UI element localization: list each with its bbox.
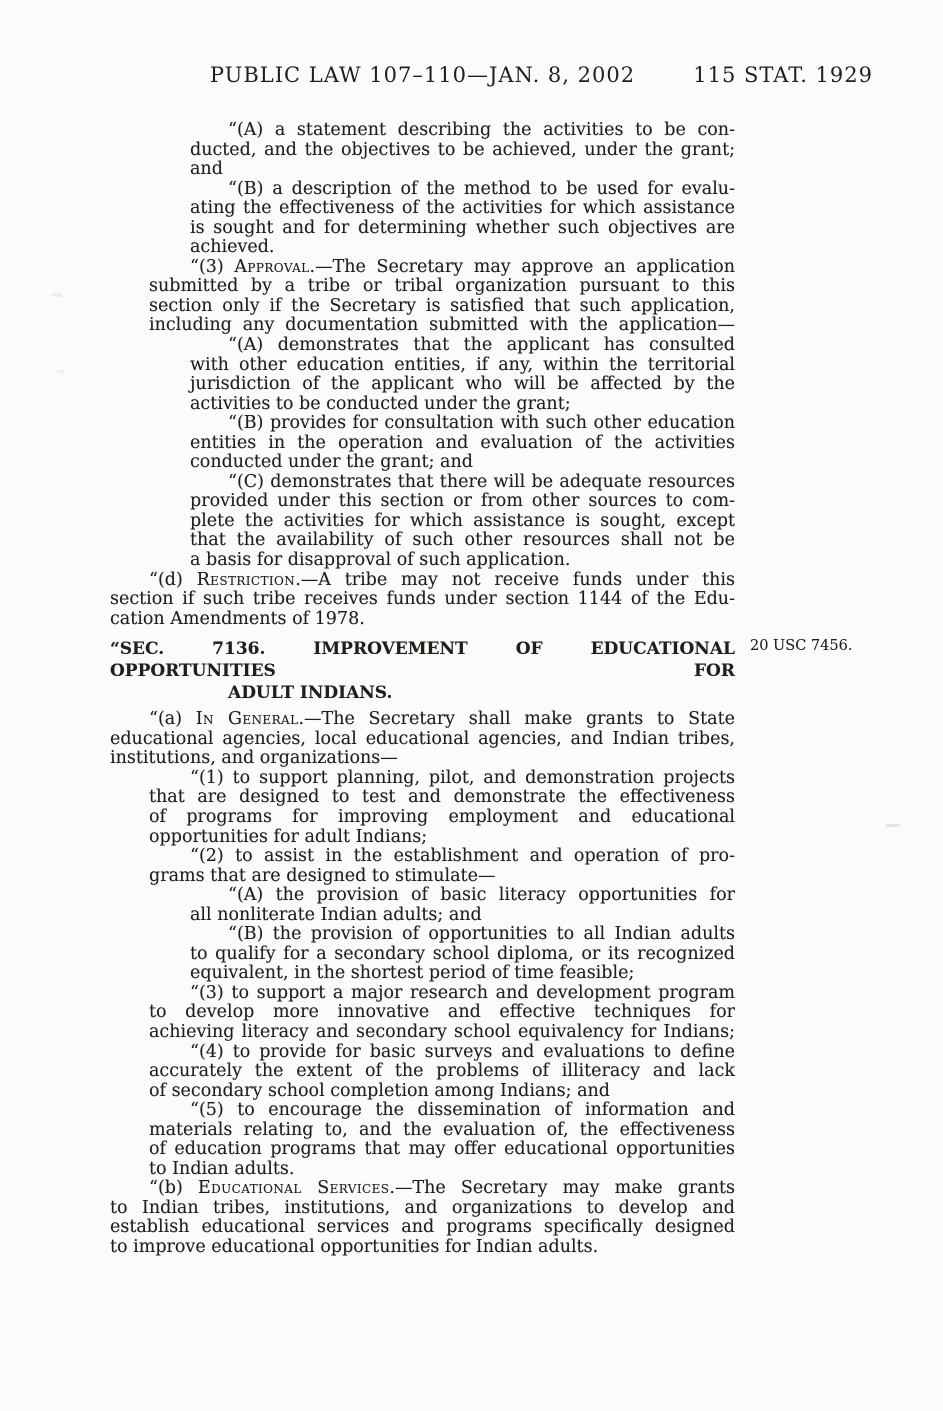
small-caps-term: Approval	[234, 256, 310, 277]
statute-line	[110, 730, 735, 750]
page-header-law-title: PUBLIC LAW 107–110—JAN. 8, 2002	[209, 63, 636, 87]
text-run: of education programs that may offer educational opportunities	[149, 1139, 735, 1160]
text-run: a basis for disapproval of such application.	[190, 550, 571, 571]
statute-line	[110, 590, 735, 610]
text-run: ducted, and the objectives to be achieved, under the grant;	[190, 139, 735, 160]
text-run: section if such tribe receives funds under section 1144 of the Edu-	[110, 589, 735, 610]
statute-line	[110, 141, 735, 161]
statute-line	[110, 847, 735, 867]
statute-line	[110, 1082, 735, 1102]
text-run: that are designed to test and demonstrate the effectiveness	[149, 787, 735, 808]
statute-line	[110, 551, 735, 571]
text-run: “(a)	[149, 709, 196, 730]
text-run: “(2) to assist in the establishment and operation of pro-	[190, 846, 735, 867]
statute-line	[110, 531, 735, 551]
statute-line	[110, 886, 735, 906]
statute-line	[110, 788, 735, 808]
statute-line	[110, 375, 735, 395]
text-run: including any documentation submitted with the application—	[149, 315, 735, 336]
section-heading	[110, 638, 735, 704]
text-run: of programs for improving employment and educational	[149, 806, 735, 827]
scan-smudge	[886, 824, 900, 827]
statute-line	[110, 867, 735, 887]
statute-line	[110, 571, 735, 591]
text-run: “(4) to provide for basic surveys and evaluations to define	[190, 1041, 735, 1062]
statute-line	[110, 512, 735, 532]
statute-line	[110, 473, 735, 493]
text-run: conducted under the grant; and	[190, 452, 473, 473]
text-run: “(b)	[149, 1178, 198, 1199]
text-run: cation Amendments of 1978.	[110, 608, 365, 629]
text-run: “(3) to support a major research and development program	[190, 982, 735, 1003]
text-run: .—The Secretary shall make grants to State	[298, 709, 735, 730]
statute-line	[110, 277, 735, 297]
statute-line	[110, 258, 735, 278]
text-run: .—The Secretary may make grants	[389, 1178, 735, 1199]
text-run: “(A) a statement describing the activities to be con-	[228, 120, 735, 140]
scan-smudge	[52, 293, 62, 297]
text-run: activities to be conducted under the grant;	[190, 393, 571, 414]
text-run: .—A tribe may not receive funds under this	[295, 569, 735, 590]
statute-line	[110, 1101, 735, 1121]
usc-margin-note: 20 USC 7456.	[750, 638, 853, 654]
statute-line	[110, 395, 735, 415]
text-run: “(A) the provision of basic literacy opportunities for	[228, 885, 735, 906]
statute-line	[110, 434, 735, 454]
statute-line	[110, 336, 735, 356]
statute-line	[110, 828, 735, 848]
text-run: achieving literacy and secondary school equivalency for Indians;	[149, 1021, 735, 1042]
statute-line	[110, 238, 735, 258]
text-run: materials relating to, and the evaluation of, the effectiveness	[149, 1119, 735, 1140]
statute-line	[110, 1043, 735, 1063]
text-run: “(3)	[190, 256, 235, 277]
text-run: entities in the operation and evaluation of the activities	[190, 432, 735, 453]
statute-text-column	[110, 121, 735, 1258]
text-run: to develop more innovative and effective techniques for	[149, 1002, 735, 1023]
statute-line	[110, 1140, 735, 1160]
text-run: to Indian adults.	[149, 1158, 295, 1179]
statute-line	[110, 964, 735, 984]
statute-line	[110, 297, 735, 317]
statute-line	[110, 316, 735, 336]
text-run: submitted by a tribe or tribal organization pursuant to this	[149, 276, 735, 297]
text-run: accurately the extent of the problems of illiteracy and lack	[149, 1061, 735, 1082]
statute-line	[110, 1218, 735, 1238]
text-run: establish educational services and programs specifically designed	[110, 1217, 735, 1238]
text-run: section only if the Secretary is satisfied that such application,	[149, 295, 735, 316]
text-run: “(5) to encourage the dissemination of information and	[190, 1100, 735, 1121]
statute-line	[110, 453, 735, 473]
text-run: to improve educational opportunities for Indian adults.	[110, 1236, 599, 1257]
text-run: of secondary school completion among Indians; and	[149, 1080, 610, 1101]
text-run: plete the activities for which assistance is sought, except	[190, 510, 735, 531]
text-run: with other education entities, if any, within the territorial	[190, 354, 735, 375]
text-run: “(B) provides for consultation with such other education	[228, 413, 735, 434]
text-run: educational agencies, local educational agencies, and Indian tribes,	[110, 728, 735, 749]
statute-line	[110, 219, 735, 239]
text-run: to qualify for a secondary school diploma, or its recognized	[190, 943, 735, 964]
text-run: .—The Secretary may approve an application	[309, 256, 735, 277]
statute-line	[110, 356, 735, 376]
section-heading-line2: ADULT INDIANS.	[228, 683, 393, 704]
statute-line	[110, 808, 735, 828]
statute-body-lower	[110, 710, 735, 1257]
text-run: grams that are designed to stimulate—	[149, 865, 496, 886]
small-caps-term: Educational Services	[197, 1178, 390, 1199]
statute-line	[110, 610, 735, 630]
text-run: “(d)	[149, 569, 197, 590]
text-run: “(C) demonstrates that there will be adequate resources	[228, 471, 735, 492]
text-run: “(A) demonstrates that the applicant has consulted	[228, 335, 735, 356]
small-caps-term: In General	[195, 709, 299, 730]
text-run: to Indian tribes, institutions, and organizations to develop and	[110, 1197, 735, 1218]
statute-line	[110, 121, 735, 141]
text-run: opportunities for adult Indians;	[149, 826, 428, 847]
text-run: equivalent, in the shortest period of time feasible;	[190, 963, 635, 984]
text-run: institutions, and organizations—	[110, 748, 398, 769]
statute-line	[110, 1023, 735, 1043]
statute-line	[110, 749, 735, 769]
text-run: ating the effectiveness of the activities for which assistance	[190, 198, 735, 219]
statute-line	[110, 1179, 735, 1199]
statute-line	[110, 160, 735, 180]
statute-line	[110, 414, 735, 434]
text-run: achieved.	[190, 237, 275, 258]
scan-smudge	[57, 370, 65, 373]
statute-line	[110, 906, 735, 926]
section-heading-line1: “SEC. 7136. IMPROVEMENT OF EDUCATIONAL OPPORTUNITIES FOR	[110, 639, 735, 682]
statute-line	[110, 199, 735, 219]
text-run: and	[190, 159, 223, 180]
small-caps-term: Restriction	[196, 569, 296, 590]
statute-line	[110, 945, 735, 965]
statute-line	[110, 1160, 735, 1180]
statute-line	[110, 492, 735, 512]
statute-line	[110, 984, 735, 1004]
page-header-stat-number: 115 STAT. 1929	[693, 63, 873, 87]
text-run: “(B) a description of the method to be used for evalu-	[228, 178, 735, 199]
text-run: that the availability of such other resources shall not be	[190, 530, 735, 551]
statute-line	[110, 180, 735, 200]
text-run: is sought and for determining whether such objectives are	[190, 217, 735, 238]
text-run: “(B) the provision of opportunities to all Indian adults	[228, 924, 735, 945]
text-run: provided under this section or from other sources to com-	[190, 491, 735, 512]
statute-line	[110, 1121, 735, 1141]
statute-body-upper	[110, 121, 735, 629]
statute-line	[110, 1238, 735, 1258]
statute-line	[110, 1003, 735, 1023]
statute-line	[110, 769, 735, 789]
statute-line	[110, 710, 735, 730]
statute-line	[110, 1062, 735, 1082]
statute-line	[110, 925, 735, 945]
text-run: jurisdiction of the applicant who will be affected by the	[190, 374, 735, 395]
text-run: all nonliterate Indian adults; and	[190, 904, 482, 925]
text-run: “(1) to support planning, pilot, and demonstration projects	[190, 767, 735, 788]
statute-line	[110, 1199, 735, 1219]
